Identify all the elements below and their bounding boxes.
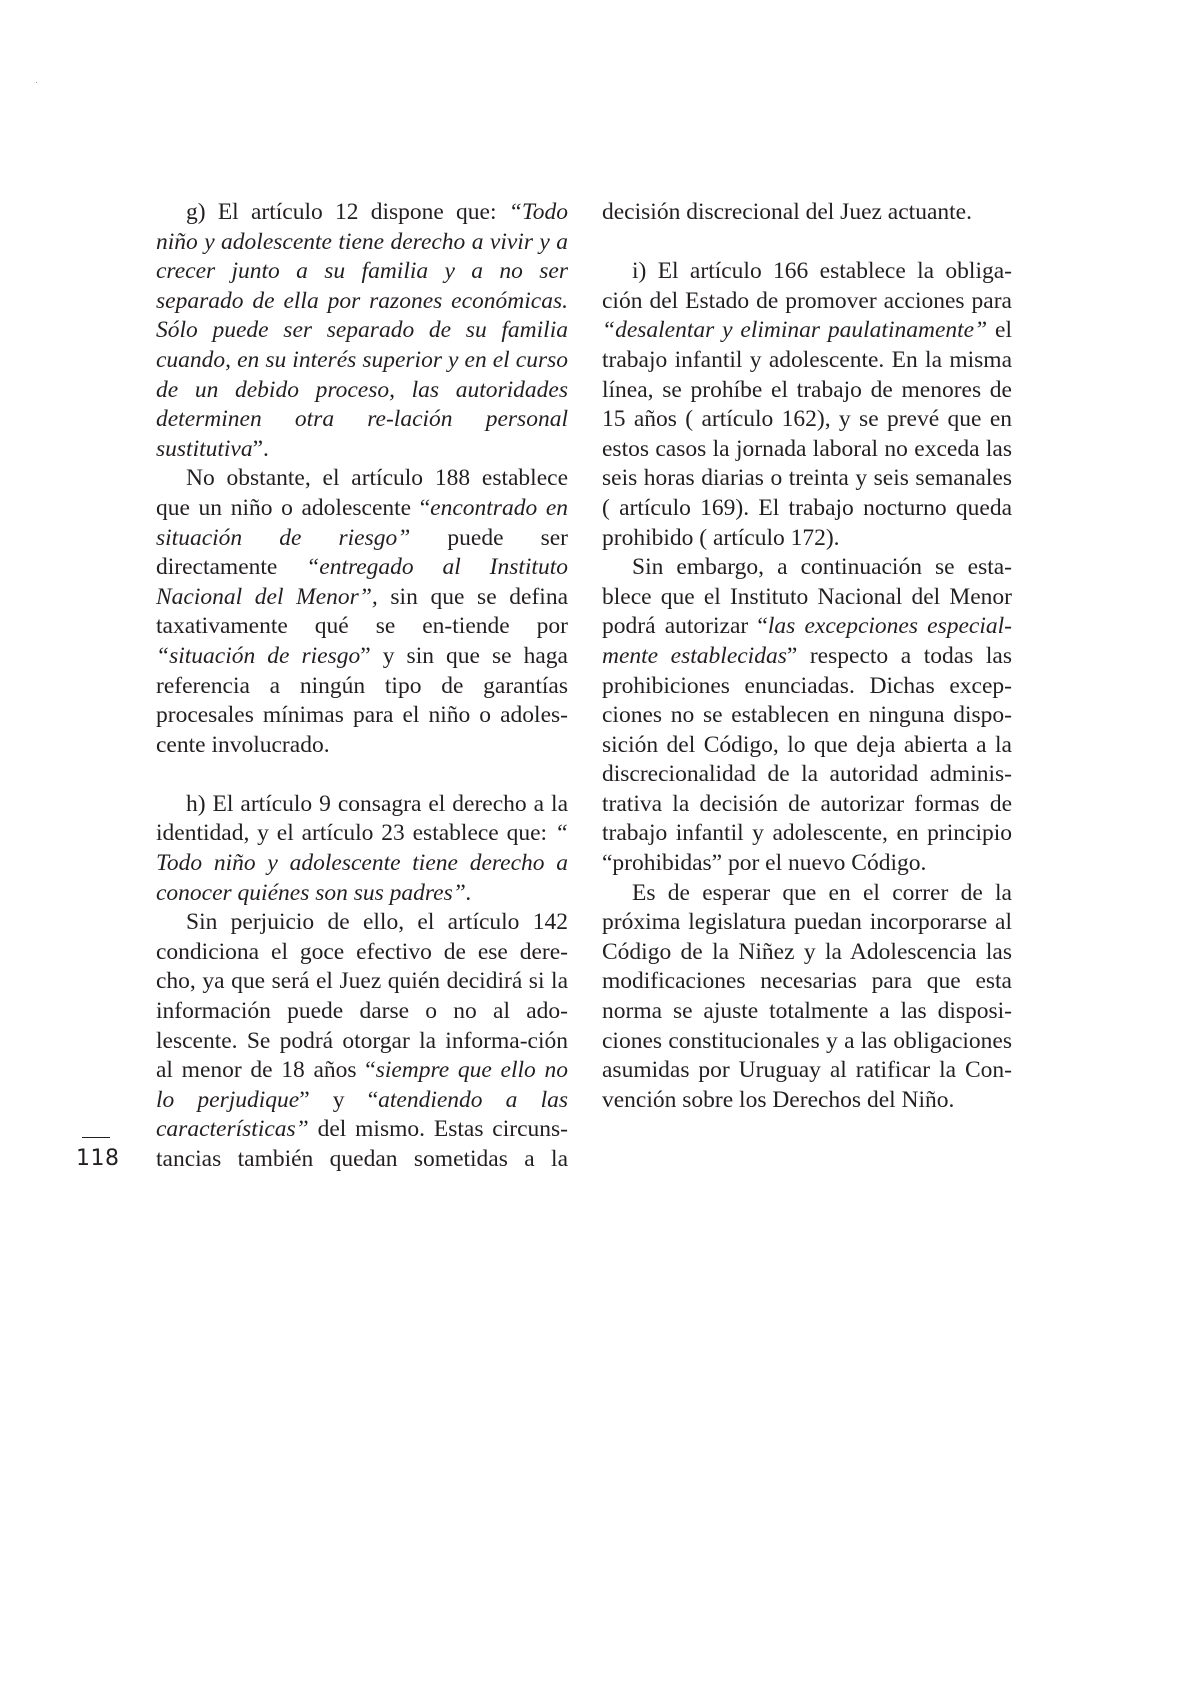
paragraph-no-obstante	[156, 464, 568, 760]
quote-run: “entregado al Instituto Nacional del Menor”,	[156, 554, 568, 610]
text-run: i) El artículo 166 establece la obliga-ción del Estado de promover acciones para	[602, 258, 1012, 314]
text-run: ” y sin que se haga referencia a ningún tipo de garantías procesales mínimas para el niño o adoles-cente involucrado.	[156, 642, 568, 758]
paragraph-g-intro: g) El artículo 12 dispone que:	[186, 199, 509, 225]
text-run: sin que se defina taxativamente qué se en-tiende por	[156, 583, 568, 640]
quote-run: “situación de riesgo	[156, 642, 361, 669]
text-run: ” respecto a todas las prohibiciones enunciadas. Dichas excep-ciones no se establecen en ninguna dispo-sición del Código, lo que deja abierta a la discrecionalidad de la autoridad adminis-trativa la decisión de autorizar formas de trabajo infantil y adolescente, en principio “prohibidas” por el nuevo Código.	[602, 642, 1012, 877]
paragraph-i	[602, 257, 1012, 553]
scan-speck	[36, 82, 37, 83]
paragraph-sin-perjuicio	[156, 908, 568, 1174]
quote-run: las excepciones especial-mente establecidas	[602, 613, 1012, 669]
page-number: 118	[76, 1146, 120, 1171]
folio-rule	[82, 1137, 110, 1138]
paragraph-es-de-esperar: Es de esperar que en el correr de la próxima legislatura puedan incorporarse al Código de la Niñez y la Adolescencia las modificaciones necesarias para que esta norma se ajuste totalmente a las disposi-ciones constitucionales y a las obligaciones asumidas por Uruguay al ratificar la Con-vención sobre los Derechos del Niño.	[602, 879, 1012, 1113]
paragraph-h	[156, 790, 568, 908]
paragraph-g	[156, 198, 568, 464]
paragraph-g-end: ”.	[252, 435, 269, 462]
quote-run: “desalentar y eliminar paulatinamente”	[602, 317, 988, 344]
left-column	[156, 198, 568, 1175]
text-run: Sin embargo, a continuación se esta-blece que el Instituto Nacional del Menor podrá autorizar “	[602, 554, 1012, 640]
quote-run: encontrado en situación de riesgo”	[156, 494, 569, 551]
quote-run: atendiendo a las características”	[156, 1086, 568, 1143]
text-run: No obstante, el artículo 188 establece que un niño o adolescente “	[156, 465, 568, 521]
text-run: Sin perjuicio de ello, el artículo 142 condiciona el goce efectivo de ese dere-cho, ya que será el Juez quién decidirá si la información puede darse o no al ado-lescente. Se podrá otorgar la informa-ción al menor de 18 años “	[156, 909, 568, 1084]
right-column	[602, 198, 1012, 1115]
text-run: puede ser directamente	[156, 524, 568, 581]
paragraph-g-quote: “Todo niño y adolescente tiene derecho a vivir y a crecer junto a su familia y a no ser separado de ella por razones económicas. Sólo puede ser separado de su familia cuando, en su interés superior y en el curso de un debido proceso, las autoridades determinen otra re-lación personal sustitutiva	[156, 199, 568, 462]
quote-run: “ Todo niño y adolescente tiene derecho a conocer quiénes son sus padres”.	[156, 820, 568, 906]
text-run: el trabajo infantil y adolescente. En la misma línea, se prohíbe el trabajo de menores de 15 años ( artículo 162), y se prevé que en estos casos la jornada laboral no exceda las seis horas diarias o treinta y seis semanales ( artículo 169). El trabajo nocturno queda prohibido ( artículo 172).	[602, 317, 1012, 551]
text-run: ” y “	[299, 1086, 379, 1113]
text-run: h) El artículo 9 consagra el derecho a la identidad, y el artículo 23 establece que:	[156, 790, 568, 847]
paragraph-continuation: decisión discrecional del Juez actuante.	[602, 199, 972, 225]
quote-run: siempre que ello no lo perjudique	[156, 1057, 568, 1113]
text-run: del mismo. Estas circuns-tancias también quedan sometidas a la	[156, 1116, 568, 1172]
paragraph-sin-embargo	[602, 553, 1012, 879]
